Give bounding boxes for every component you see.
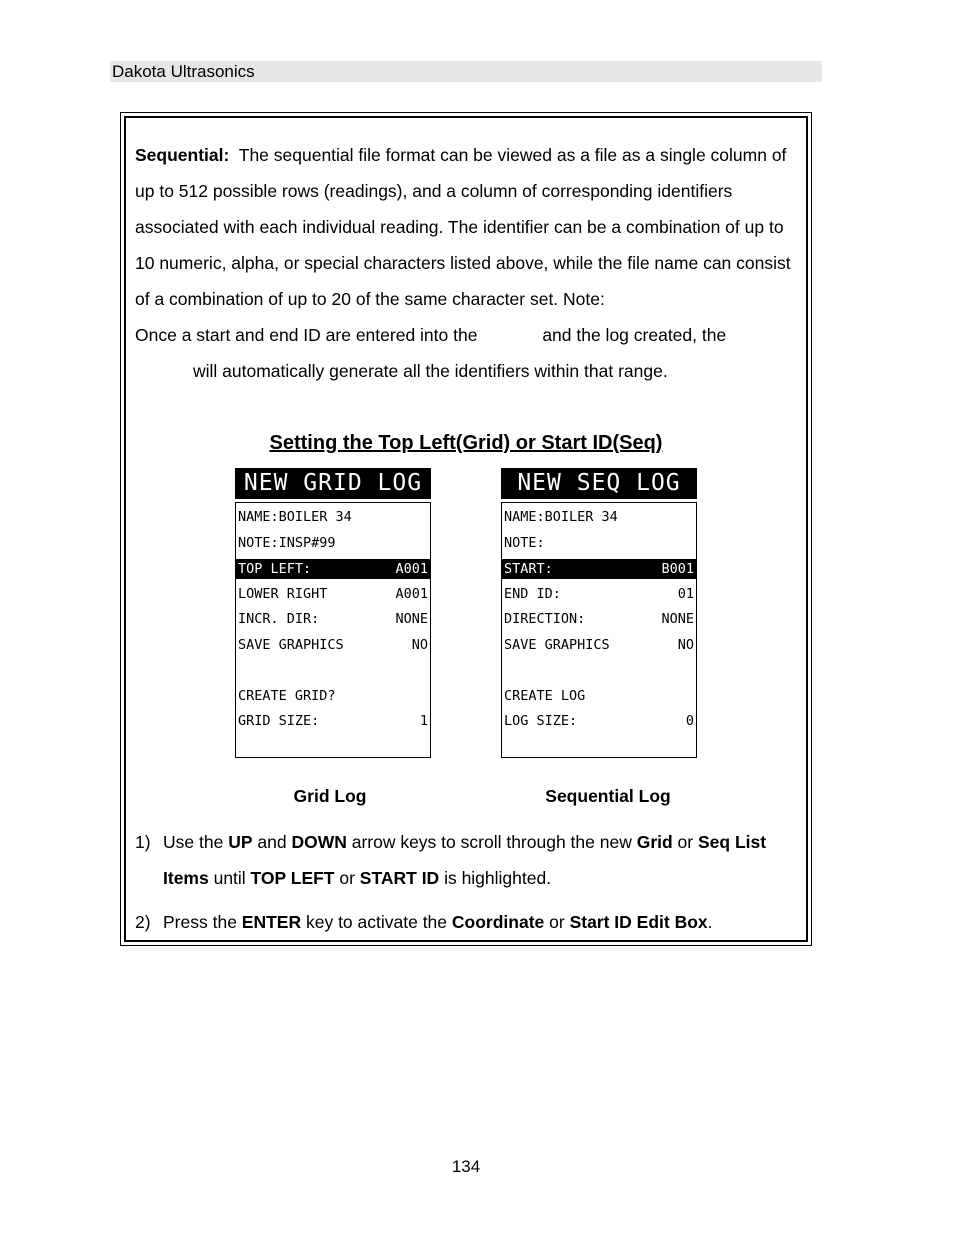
row-value: NO [411, 636, 428, 653]
t: . [707, 912, 713, 932]
row-label: TOP LEFT: [238, 561, 312, 577]
seq-row-direction[interactable] [502, 607, 696, 633]
t: or [334, 868, 360, 888]
seq-row-note[interactable] [502, 531, 696, 557]
grid-row-size [236, 709, 430, 735]
term-seq-list-items: Seq List Items [163, 832, 767, 888]
seq-row-blank [502, 658, 696, 684]
note-line-1 [135, 317, 795, 353]
t: until [208, 868, 251, 888]
seq-row-name[interactable] [502, 505, 696, 531]
grid-row-save-graphics[interactable] [236, 633, 430, 659]
row-value: NO [677, 636, 694, 653]
row-label: NOTE:INSP#99 [238, 534, 336, 551]
seq-log-screen [501, 468, 697, 758]
seq-row-save-graphics[interactable] [502, 633, 696, 659]
intro-body: The sequential file format can be viewed as a file as a single column of up to 512 possible rows (readings), and a column of corresponding identifiers associated with each individual reading. The identifier can be a combination of up to 10 numeric, alpha, or special characters listed above, while the file name can consist of a combination of up to 20 of the same character set. Note: [135, 145, 791, 309]
t: or [544, 912, 570, 932]
grid-row-blank [236, 658, 430, 684]
row-value: NONE [661, 611, 694, 627]
seq-row-size [502, 709, 696, 735]
row-value: A001 [395, 561, 428, 577]
grid-row-lower-right[interactable] [236, 582, 430, 608]
key-down: DOWN [291, 832, 347, 852]
company-name: Dakota Ultrasonics [112, 62, 255, 81]
row-label: END ID: [504, 585, 561, 602]
t: arrow keys to scroll through the new [346, 832, 637, 852]
row-label: LOWER RIGHT [238, 585, 328, 602]
seq-log-caption: Sequential Log [545, 786, 671, 806]
step-1 [135, 824, 795, 896]
t: Press the [163, 912, 242, 932]
step-2 [135, 904, 795, 940]
page-number: 134 [451, 1157, 481, 1176]
term-grid: Grid [636, 832, 673, 852]
step-2-number: 2) [135, 912, 151, 932]
row-label: NAME:BOILER 34 [238, 509, 352, 525]
step-1-text [135, 824, 795, 896]
note-line-1-start: Once a start and end ID are entered into the [135, 325, 483, 345]
row-label: GRID SIZE: [238, 713, 320, 729]
row-label: CREATE GRID? [238, 687, 336, 704]
t: key to activate the [301, 912, 452, 932]
grid-row-name[interactable] [236, 505, 430, 531]
row-value: B001 [661, 561, 694, 577]
key-enter: ENTER [241, 912, 302, 932]
row-label: DIRECTION: [504, 611, 586, 627]
grid-row-note[interactable] [236, 531, 430, 557]
running-header [110, 61, 822, 82]
row-value: 0 [685, 713, 694, 729]
term-top-left: TOP LEFT [250, 868, 335, 888]
row-label: SAVE GRAPHICS [238, 636, 344, 653]
t: or [672, 832, 698, 852]
seq-row-create[interactable] [502, 684, 696, 710]
row-label: CREATE LOG [504, 687, 586, 704]
grid-row-incr-dir[interactable] [236, 607, 430, 633]
row-label: NOTE: [504, 534, 545, 551]
key-up: UP [228, 832, 253, 852]
row-value: A001 [395, 585, 428, 602]
row-label: NAME:BOILER 34 [504, 509, 618, 525]
row-value: 01 [677, 585, 694, 602]
note-line-2: will automatically generate all the identifiers within that range. [193, 361, 668, 381]
row-value: NONE [395, 611, 428, 627]
intro-label: Sequential: [135, 145, 230, 165]
term-start-id: START ID [359, 868, 440, 888]
grid-row-create[interactable] [236, 684, 430, 710]
row-label: SAVE GRAPHICS [504, 636, 610, 653]
term-start-id-edit-box: Start ID Edit Box [569, 912, 708, 932]
grid-row-top-left[interactable] [236, 559, 430, 579]
seq-row-end-id[interactable] [502, 582, 696, 608]
row-label: START: [504, 561, 553, 577]
note-line-1-end: and the log created, the [542, 325, 727, 345]
seq-row-start[interactable] [502, 559, 696, 579]
seq-screen-body [501, 502, 697, 758]
t: is highlighted. [439, 868, 552, 888]
grid-log-screen [235, 468, 431, 758]
row-label: LOG SIZE: [504, 713, 578, 729]
row-label: INCR. DIR: [238, 611, 320, 627]
section-heading: Setting the Top Left(Grid) or Start ID(Seq) [269, 432, 663, 454]
grid-screen-title: NEW GRID LOG [235, 468, 431, 499]
row-value: 1 [419, 713, 428, 729]
step-1-number: 1) [135, 832, 151, 852]
step-2-text [135, 904, 795, 940]
intro-paragraph [135, 137, 795, 389]
grid-log-caption: Grid Log [293, 786, 367, 806]
term-coordinate: Coordinate [451, 912, 545, 932]
intro-text [135, 137, 795, 317]
grid-screen-body [235, 502, 431, 758]
t: and [252, 832, 292, 852]
seq-screen-title: NEW SEQ LOG [501, 468, 697, 499]
t: Use the [163, 832, 229, 852]
